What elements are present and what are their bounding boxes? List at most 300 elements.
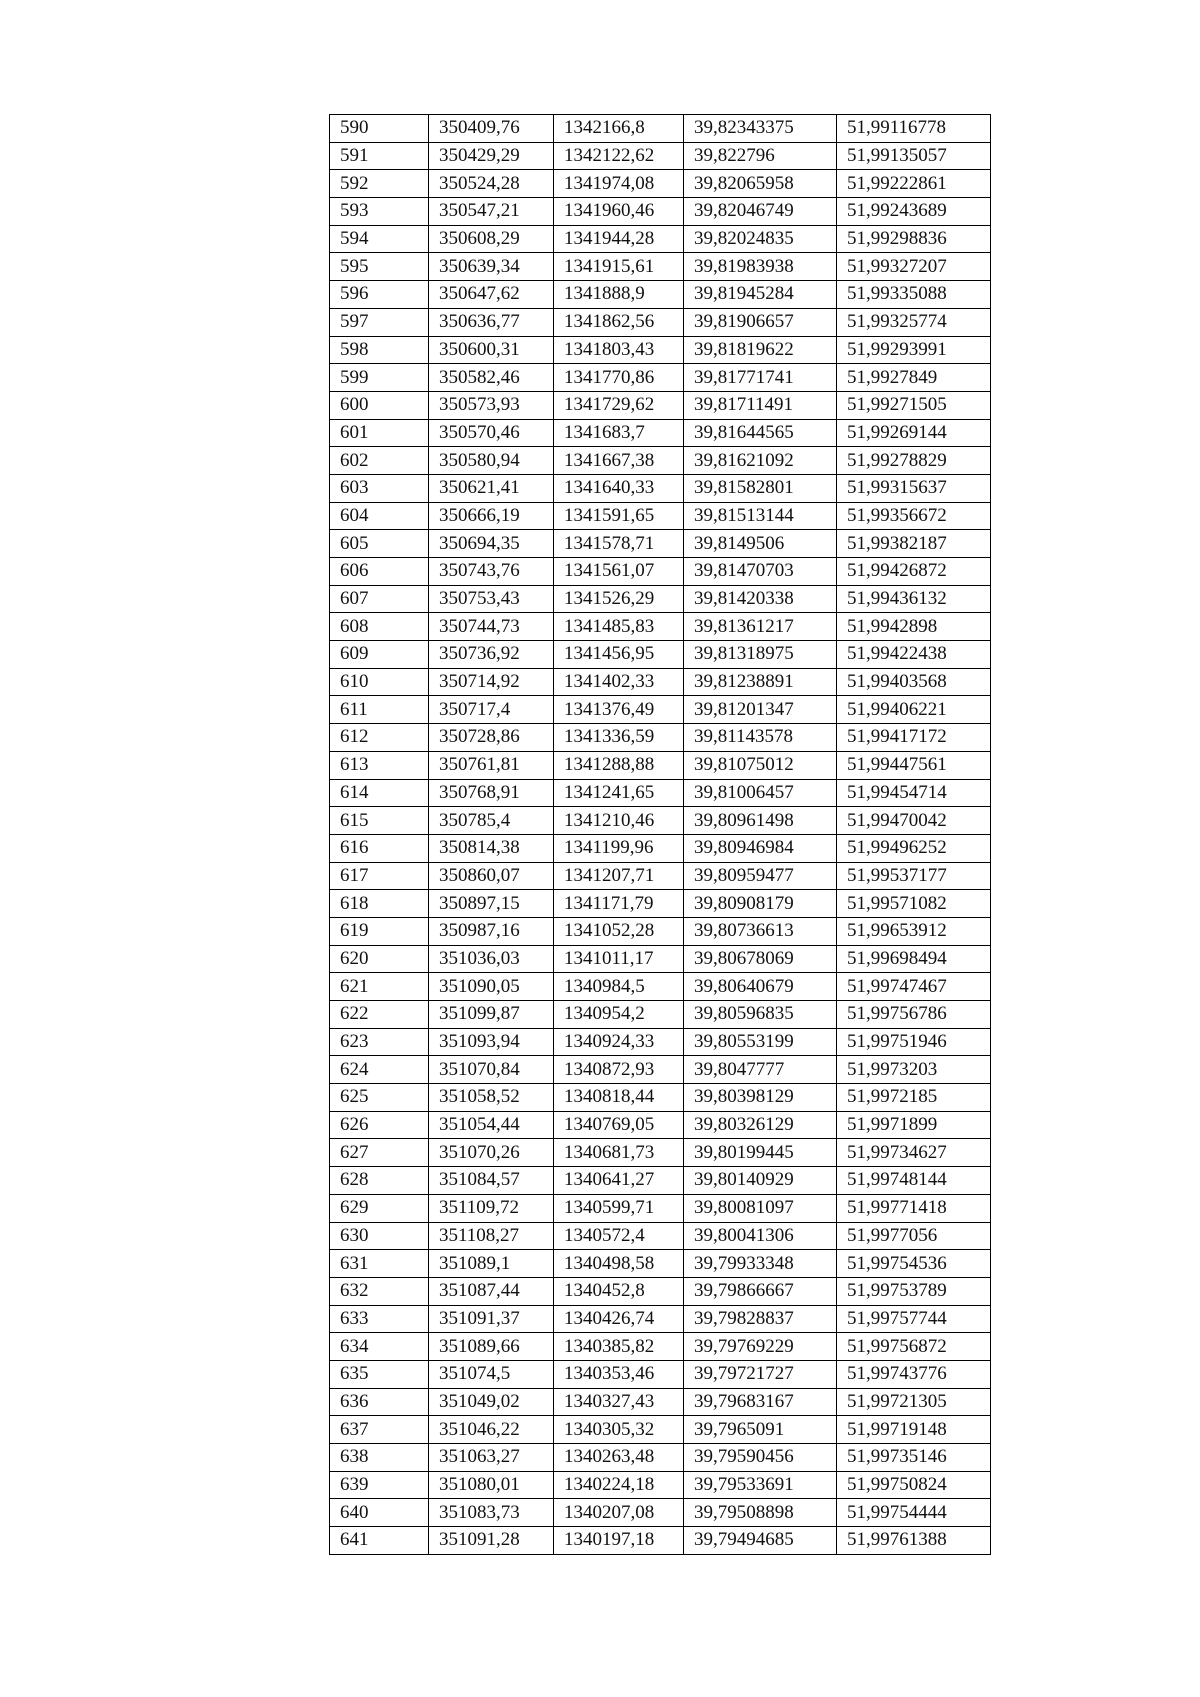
longitude-cell: 39,79721727 [684, 1360, 837, 1388]
point-number-cell: 612 [330, 724, 429, 752]
latitude-cell: 51,99271505 [837, 391, 991, 419]
x-coordinate-cell: 351091,37 [429, 1305, 554, 1333]
longitude-cell: 39,80081097 [684, 1194, 837, 1222]
point-number-cell: 603 [330, 474, 429, 502]
point-number-cell: 620 [330, 945, 429, 973]
latitude-cell: 51,99327207 [837, 253, 991, 281]
point-number-cell: 592 [330, 170, 429, 198]
longitude-cell: 39,80398129 [684, 1084, 837, 1112]
latitude-cell: 51,99356672 [837, 502, 991, 530]
latitude-cell: 51,99135057 [837, 142, 991, 170]
table-row [330, 1028, 991, 1056]
longitude-cell: 39,80736613 [684, 917, 837, 945]
table-row [330, 142, 991, 170]
y-coordinate-cell: 1340197,18 [554, 1527, 684, 1555]
y-coordinate-cell: 1341210,46 [554, 807, 684, 835]
y-coordinate-cell: 1340872,93 [554, 1056, 684, 1084]
point-number-cell: 601 [330, 419, 429, 447]
table-row [330, 1499, 991, 1527]
longitude-cell: 39,80553199 [684, 1028, 837, 1056]
x-coordinate-cell: 350753,43 [429, 585, 554, 613]
table-row [330, 585, 991, 613]
latitude-cell: 51,99278829 [837, 447, 991, 475]
y-coordinate-cell: 1341640,33 [554, 474, 684, 502]
latitude-cell: 51,99721305 [837, 1388, 991, 1416]
y-coordinate-cell: 1342122,62 [554, 142, 684, 170]
x-coordinate-cell: 350694,35 [429, 530, 554, 558]
latitude-cell: 51,99754444 [837, 1499, 991, 1527]
x-coordinate-cell: 350582,46 [429, 364, 554, 392]
point-number-cell: 607 [330, 585, 429, 613]
y-coordinate-cell: 1340353,46 [554, 1360, 684, 1388]
y-coordinate-cell: 1340769,05 [554, 1111, 684, 1139]
y-coordinate-cell: 1340984,5 [554, 973, 684, 1001]
y-coordinate-cell: 1341683,7 [554, 419, 684, 447]
y-coordinate-cell: 1341171,79 [554, 890, 684, 918]
latitude-cell: 51,99754536 [837, 1250, 991, 1278]
y-coordinate-cell: 1341729,62 [554, 391, 684, 419]
x-coordinate-cell: 350736,92 [429, 641, 554, 669]
point-number-cell: 610 [330, 668, 429, 696]
longitude-cell: 39,80596835 [684, 1001, 837, 1029]
longitude-cell: 39,79494685 [684, 1527, 837, 1555]
longitude-cell: 39,81771741 [684, 364, 837, 392]
table-row [330, 115, 991, 143]
table-row [330, 253, 991, 281]
table-row [330, 1444, 991, 1472]
point-number-cell: 597 [330, 308, 429, 336]
y-coordinate-cell: 1340305,32 [554, 1416, 684, 1444]
y-coordinate-cell: 1341915,61 [554, 253, 684, 281]
table-row [330, 1416, 991, 1444]
table-row [330, 530, 991, 558]
x-coordinate-cell: 350728,86 [429, 724, 554, 752]
y-coordinate-cell: 1340207,08 [554, 1499, 684, 1527]
latitude-cell: 51,99719148 [837, 1416, 991, 1444]
longitude-cell: 39,8047777 [684, 1056, 837, 1084]
point-number-cell: 621 [330, 973, 429, 1001]
point-number-cell: 631 [330, 1250, 429, 1278]
y-coordinate-cell: 1341052,28 [554, 917, 684, 945]
point-number-cell: 617 [330, 862, 429, 890]
x-coordinate-cell: 351058,52 [429, 1084, 554, 1112]
y-coordinate-cell: 1340452,8 [554, 1277, 684, 1305]
x-coordinate-cell: 350573,93 [429, 391, 554, 419]
table-row [330, 336, 991, 364]
table-row [330, 502, 991, 530]
longitude-cell: 39,81819622 [684, 336, 837, 364]
point-number-cell: 599 [330, 364, 429, 392]
table-row [330, 917, 991, 945]
point-number-cell: 634 [330, 1333, 429, 1361]
x-coordinate-cell: 351084,57 [429, 1167, 554, 1195]
longitude-cell: 39,79683167 [684, 1388, 837, 1416]
x-coordinate-cell: 350636,77 [429, 308, 554, 336]
table-row [330, 1111, 991, 1139]
table-row [330, 308, 991, 336]
latitude-cell: 51,9927849 [837, 364, 991, 392]
longitude-cell: 39,81621092 [684, 447, 837, 475]
table-row [330, 1360, 991, 1388]
y-coordinate-cell: 1341207,71 [554, 862, 684, 890]
longitude-cell: 39,79590456 [684, 1444, 837, 1472]
x-coordinate-cell: 350897,15 [429, 890, 554, 918]
latitude-cell: 51,99761388 [837, 1527, 991, 1555]
latitude-cell: 51,99403568 [837, 668, 991, 696]
longitude-cell: 39,80959477 [684, 862, 837, 890]
latitude-cell: 51,99748144 [837, 1167, 991, 1195]
longitude-cell: 39,80908179 [684, 890, 837, 918]
table-row [330, 1250, 991, 1278]
latitude-cell: 51,99417172 [837, 724, 991, 752]
latitude-cell: 51,99751946 [837, 1028, 991, 1056]
latitude-cell: 51,99771418 [837, 1194, 991, 1222]
latitude-cell: 51,9972185 [837, 1084, 991, 1112]
point-number-cell: 629 [330, 1194, 429, 1222]
longitude-cell: 39,8149506 [684, 530, 837, 558]
longitude-cell: 39,80199445 [684, 1139, 837, 1167]
table-row [330, 170, 991, 198]
x-coordinate-cell: 351080,01 [429, 1471, 554, 1499]
x-coordinate-cell: 350524,28 [429, 170, 554, 198]
x-coordinate-cell: 350639,34 [429, 253, 554, 281]
x-coordinate-cell: 350409,76 [429, 115, 554, 143]
table-row [330, 641, 991, 669]
point-number-cell: 636 [330, 1388, 429, 1416]
table-row [330, 1388, 991, 1416]
table-row [330, 1139, 991, 1167]
point-number-cell: 618 [330, 890, 429, 918]
longitude-cell: 39,81906657 [684, 308, 837, 336]
point-number-cell: 632 [330, 1277, 429, 1305]
point-number-cell: 598 [330, 336, 429, 364]
table-row [330, 724, 991, 752]
table-row [330, 613, 991, 641]
table-row [330, 1167, 991, 1195]
latitude-cell: 51,99315637 [837, 474, 991, 502]
y-coordinate-cell: 1340263,48 [554, 1444, 684, 1472]
point-number-cell: 593 [330, 198, 429, 226]
y-coordinate-cell: 1341456,95 [554, 641, 684, 669]
point-number-cell: 590 [330, 115, 429, 143]
table-row [330, 474, 991, 502]
latitude-cell: 51,9977056 [837, 1222, 991, 1250]
point-number-cell: 640 [330, 1499, 429, 1527]
longitude-cell: 39,79533691 [684, 1471, 837, 1499]
point-number-cell: 635 [330, 1360, 429, 1388]
x-coordinate-cell: 350547,21 [429, 198, 554, 226]
latitude-cell: 51,99269144 [837, 419, 991, 447]
y-coordinate-cell: 1341199,96 [554, 834, 684, 862]
table-row [330, 1305, 991, 1333]
x-coordinate-cell: 350785,4 [429, 807, 554, 835]
y-coordinate-cell: 1341888,9 [554, 281, 684, 309]
y-coordinate-cell: 1341974,08 [554, 170, 684, 198]
table-row [330, 945, 991, 973]
latitude-cell: 51,99406221 [837, 696, 991, 724]
x-coordinate-cell: 351091,28 [429, 1527, 554, 1555]
point-number-cell: 630 [330, 1222, 429, 1250]
longitude-cell: 39,80326129 [684, 1111, 837, 1139]
latitude-cell: 51,99743776 [837, 1360, 991, 1388]
latitude-cell: 51,99747467 [837, 973, 991, 1001]
table-row [330, 419, 991, 447]
point-number-cell: 639 [330, 1471, 429, 1499]
x-coordinate-cell: 350429,29 [429, 142, 554, 170]
point-number-cell: 624 [330, 1056, 429, 1084]
x-coordinate-cell: 350570,46 [429, 419, 554, 447]
longitude-cell: 39,81644565 [684, 419, 837, 447]
point-number-cell: 596 [330, 281, 429, 309]
y-coordinate-cell: 1340426,74 [554, 1305, 684, 1333]
latitude-cell: 51,99653912 [837, 917, 991, 945]
longitude-cell: 39,82343375 [684, 115, 837, 143]
table-row [330, 198, 991, 226]
x-coordinate-cell: 351063,27 [429, 1444, 554, 1472]
x-coordinate-cell: 350860,07 [429, 862, 554, 890]
x-coordinate-cell: 351036,03 [429, 945, 554, 973]
longitude-cell: 39,79828837 [684, 1305, 837, 1333]
point-number-cell: 628 [330, 1167, 429, 1195]
longitude-cell: 39,81361217 [684, 613, 837, 641]
y-coordinate-cell: 1341803,43 [554, 336, 684, 364]
point-number-cell: 619 [330, 917, 429, 945]
point-number-cell: 613 [330, 751, 429, 779]
point-number-cell: 625 [330, 1084, 429, 1112]
longitude-cell: 39,80946984 [684, 834, 837, 862]
table-row [330, 862, 991, 890]
table-row [330, 1056, 991, 1084]
point-number-cell: 605 [330, 530, 429, 558]
table-row [330, 834, 991, 862]
point-number-cell: 614 [330, 779, 429, 807]
latitude-cell: 51,99698494 [837, 945, 991, 973]
longitude-cell: 39,822796 [684, 142, 837, 170]
table-row [330, 668, 991, 696]
x-coordinate-cell: 351109,72 [429, 1194, 554, 1222]
longitude-cell: 39,82046749 [684, 198, 837, 226]
y-coordinate-cell: 1341485,83 [554, 613, 684, 641]
point-number-cell: 604 [330, 502, 429, 530]
y-coordinate-cell: 1340327,43 [554, 1388, 684, 1416]
y-coordinate-cell: 1340924,33 [554, 1028, 684, 1056]
longitude-cell: 39,81143578 [684, 724, 837, 752]
latitude-cell: 51,99243689 [837, 198, 991, 226]
x-coordinate-cell: 351054,44 [429, 1111, 554, 1139]
point-number-cell: 616 [330, 834, 429, 862]
table-row [330, 1084, 991, 1112]
point-number-cell: 638 [330, 1444, 429, 1472]
point-number-cell: 626 [330, 1111, 429, 1139]
x-coordinate-cell: 351099,87 [429, 1001, 554, 1029]
y-coordinate-cell: 1340954,2 [554, 1001, 684, 1029]
latitude-cell: 51,99571082 [837, 890, 991, 918]
y-coordinate-cell: 1341561,07 [554, 558, 684, 586]
point-number-cell: 594 [330, 225, 429, 253]
longitude-cell: 39,79769229 [684, 1333, 837, 1361]
table-row [330, 696, 991, 724]
table-row [330, 364, 991, 392]
table-row [330, 281, 991, 309]
table-row [330, 890, 991, 918]
y-coordinate-cell: 1340572,4 [554, 1222, 684, 1250]
table-row [330, 1277, 991, 1305]
longitude-cell: 39,81075012 [684, 751, 837, 779]
y-coordinate-cell: 1341770,86 [554, 364, 684, 392]
y-coordinate-cell: 1342166,8 [554, 115, 684, 143]
x-coordinate-cell: 350580,94 [429, 447, 554, 475]
x-coordinate-cell: 351089,66 [429, 1333, 554, 1361]
table-row [330, 973, 991, 1001]
longitude-cell: 39,81582801 [684, 474, 837, 502]
point-number-cell: 637 [330, 1416, 429, 1444]
y-coordinate-cell: 1340385,82 [554, 1333, 684, 1361]
latitude-cell: 51,99753789 [837, 1277, 991, 1305]
longitude-cell: 39,80041306 [684, 1222, 837, 1250]
latitude-cell: 51,99293991 [837, 336, 991, 364]
x-coordinate-cell: 350600,31 [429, 336, 554, 364]
table-row [330, 779, 991, 807]
longitude-cell: 39,80140929 [684, 1167, 837, 1195]
point-number-cell: 595 [330, 253, 429, 281]
longitude-cell: 39,82024835 [684, 225, 837, 253]
point-number-cell: 622 [330, 1001, 429, 1029]
y-coordinate-cell: 1341667,38 [554, 447, 684, 475]
y-coordinate-cell: 1340224,18 [554, 1471, 684, 1499]
x-coordinate-cell: 351046,22 [429, 1416, 554, 1444]
longitude-cell: 39,81006457 [684, 779, 837, 807]
longitude-cell: 39,81711491 [684, 391, 837, 419]
longitude-cell: 39,80678069 [684, 945, 837, 973]
x-coordinate-cell: 351074,5 [429, 1360, 554, 1388]
x-coordinate-cell: 350608,29 [429, 225, 554, 253]
table-row [330, 391, 991, 419]
table-row [330, 751, 991, 779]
y-coordinate-cell: 1341241,65 [554, 779, 684, 807]
x-coordinate-cell: 351090,05 [429, 973, 554, 1001]
point-number-cell: 609 [330, 641, 429, 669]
latitude-cell: 51,99382187 [837, 530, 991, 558]
point-number-cell: 633 [330, 1305, 429, 1333]
latitude-cell: 51,9973203 [837, 1056, 991, 1084]
longitude-cell: 39,81983938 [684, 253, 837, 281]
latitude-cell: 51,99470042 [837, 807, 991, 835]
longitude-cell: 39,81238891 [684, 668, 837, 696]
table-row [330, 447, 991, 475]
latitude-cell: 51,99750824 [837, 1471, 991, 1499]
longitude-cell: 39,80961498 [684, 807, 837, 835]
y-coordinate-cell: 1341336,59 [554, 724, 684, 752]
x-coordinate-cell: 350768,91 [429, 779, 554, 807]
longitude-cell: 39,81945284 [684, 281, 837, 309]
x-coordinate-cell: 351089,1 [429, 1250, 554, 1278]
table-row [330, 1001, 991, 1029]
x-coordinate-cell: 351087,44 [429, 1277, 554, 1305]
x-coordinate-cell: 350717,4 [429, 696, 554, 724]
point-number-cell: 600 [330, 391, 429, 419]
point-number-cell: 611 [330, 696, 429, 724]
longitude-cell: 39,82065958 [684, 170, 837, 198]
latitude-cell: 51,99335088 [837, 281, 991, 309]
y-coordinate-cell: 1341288,88 [554, 751, 684, 779]
longitude-cell: 39,81470703 [684, 558, 837, 586]
x-coordinate-cell: 351070,26 [429, 1139, 554, 1167]
x-coordinate-cell: 350714,92 [429, 668, 554, 696]
point-number-cell: 608 [330, 613, 429, 641]
longitude-cell: 39,79933348 [684, 1250, 837, 1278]
x-coordinate-cell: 351108,27 [429, 1222, 554, 1250]
x-coordinate-cell: 350621,41 [429, 474, 554, 502]
longitude-cell: 39,79508898 [684, 1499, 837, 1527]
y-coordinate-cell: 1340818,44 [554, 1084, 684, 1112]
y-coordinate-cell: 1340498,58 [554, 1250, 684, 1278]
coordinates-table [329, 114, 991, 1555]
x-coordinate-cell: 351049,02 [429, 1388, 554, 1416]
table-row [330, 1194, 991, 1222]
latitude-cell: 51,99422438 [837, 641, 991, 669]
x-coordinate-cell: 350666,19 [429, 502, 554, 530]
y-coordinate-cell: 1341862,56 [554, 308, 684, 336]
latitude-cell: 51,99734627 [837, 1139, 991, 1167]
latitude-cell: 51,99454714 [837, 779, 991, 807]
latitude-cell: 51,99756872 [837, 1333, 991, 1361]
y-coordinate-cell: 1341578,71 [554, 530, 684, 558]
latitude-cell: 51,99222861 [837, 170, 991, 198]
y-coordinate-cell: 1341402,33 [554, 668, 684, 696]
latitude-cell: 51,99436132 [837, 585, 991, 613]
y-coordinate-cell: 1341960,46 [554, 198, 684, 226]
y-coordinate-cell: 1341591,65 [554, 502, 684, 530]
x-coordinate-cell: 350987,16 [429, 917, 554, 945]
longitude-cell: 39,81318975 [684, 641, 837, 669]
x-coordinate-cell: 350761,81 [429, 751, 554, 779]
longitude-cell: 39,81201347 [684, 696, 837, 724]
longitude-cell: 39,80640679 [684, 973, 837, 1001]
x-coordinate-cell: 351083,73 [429, 1499, 554, 1527]
table-row [330, 807, 991, 835]
latitude-cell: 51,9971899 [837, 1111, 991, 1139]
point-number-cell: 641 [330, 1527, 429, 1555]
x-coordinate-cell: 350744,73 [429, 613, 554, 641]
point-number-cell: 623 [330, 1028, 429, 1056]
latitude-cell: 51,99447561 [837, 751, 991, 779]
y-coordinate-cell: 1341526,29 [554, 585, 684, 613]
x-coordinate-cell: 351093,94 [429, 1028, 554, 1056]
x-coordinate-cell: 350814,38 [429, 834, 554, 862]
longitude-cell: 39,79866667 [684, 1277, 837, 1305]
y-coordinate-cell: 1340641,27 [554, 1167, 684, 1195]
latitude-cell: 51,99426872 [837, 558, 991, 586]
y-coordinate-cell: 1341376,49 [554, 696, 684, 724]
latitude-cell: 51,99756786 [837, 1001, 991, 1029]
latitude-cell: 51,99116778 [837, 115, 991, 143]
latitude-cell: 51,99735146 [837, 1444, 991, 1472]
latitude-cell: 51,99496252 [837, 834, 991, 862]
x-coordinate-cell: 350743,76 [429, 558, 554, 586]
table-row [330, 1471, 991, 1499]
longitude-cell: 39,81420338 [684, 585, 837, 613]
point-number-cell: 591 [330, 142, 429, 170]
coordinates-table-body [330, 115, 991, 1555]
table-row [330, 1222, 991, 1250]
point-number-cell: 615 [330, 807, 429, 835]
latitude-cell: 51,9942898 [837, 613, 991, 641]
latitude-cell: 51,99757744 [837, 1305, 991, 1333]
latitude-cell: 51,99537177 [837, 862, 991, 890]
longitude-cell: 39,81513144 [684, 502, 837, 530]
table-row [330, 225, 991, 253]
latitude-cell: 51,99298836 [837, 225, 991, 253]
